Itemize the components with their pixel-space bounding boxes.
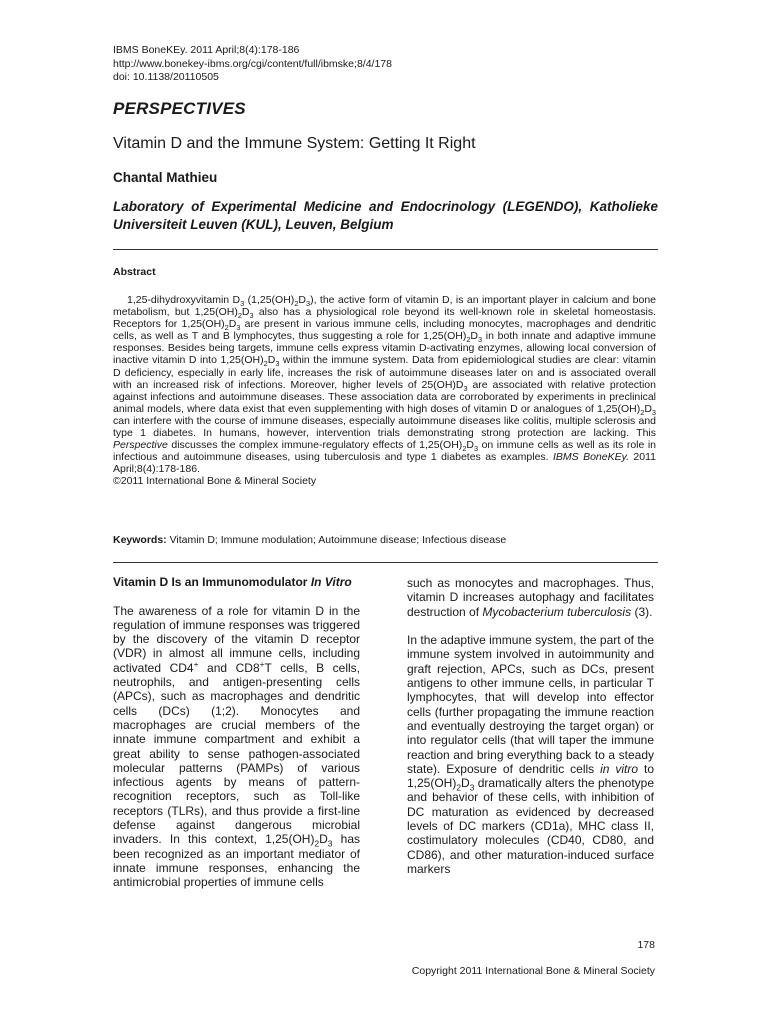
body-paragraph: The awareness of a role for vitamin D in the regulation of immune responses was triggered by the discovery of the vitamin D receptor (VDR) in almost all immune cells, including activated CD4+ and CD8+T cells, B cells, neutrophils, and antigen-presenting cells (APCs), such as macrophages and dendritic cells (DCs) (1;2). Monocytes and macrophages are crucial members of the innate immune compartment and exhibit a great ability to sense pathogen-associated molecular patterns (PAMPs) of various infectious agents by means of pattern-recognition receptors, such as Toll-like receptors (TLRs), and thus provide a first-line defense against dangerous microbial invaders. In this context, $1,25(OH)_2D_3$ has been recognized as an important mediator of innate immune responses, enhancing the antimicrobial properties of immune cells (113, 603, 360, 890)
abstract-copyright: ©2011 International Bone & Mineral Society (113, 475, 317, 488)
article-title: Vitamin D and the Immune System: Getting It Right (113, 135, 476, 152)
keywords-label: Keywords: (113, 534, 167, 546)
page-number: 178 (637, 939, 655, 951)
divider-top (113, 249, 658, 250)
keywords (113, 534, 506, 546)
abstract-paragraph: 1,25-dihydroxyvitamin $D_3$ $(1,25(OH)_2D_3)$, the active form of vitamin D, is an important player in calcium and bone metabolism, but $1,25(OH)_2D_3$ also has a physiological role beyond its well-known role in skeletal homeostasis. Receptors for $1,25(OH)_2D_3$ are present in various immune cells, including monocytes, macrophages and dendritic cells, as well as T and B lymphocytes, thus suggesting a role for $1,25(OH)_2D_3$ in both innate and adaptive immune responses. Besides being targets, immune cells express vitamin D-activating enzymes, allowing local conversion of inactive vitamin D into $1,25(OH)_2D_3$ within the immune system. Data from epidemiological studies are clear: vitamin D deficiency, especially in early life, increases the risk of autoimmune diseases later on and is associated overall with an increased risk of infections. Moreover, higher levels of $25(OH)D_3$ are associated with relative protection against infections and autoimmune diseases. These association data are corroborated by experiments in preclinical animal models, where data exist that even supplementing with high doses of vitamin D or analogues of $1,25(OH)_2D_3$ can interfere with the course of immune diseases, especially autoimmune diseases like colitis, multiple sclerosis and type 1 diabetes. In humans, however, intervention trials demonstrating strong protection are lacking. This Perspective discusses the complex immune-regulatory effects of $1,25(OH)_2D_3$ on immune cells as well as its role in infectious and autoimmune diseases, using tuberculosis and type 1 diabetes as examples. IBMS BoneKEy. 2011 April;8(4):178-186. (113, 294, 657, 476)
abstract-heading: Abstract (113, 266, 156, 278)
citation-header (113, 44, 392, 85)
article-url[interactable]: http://www.bonekey-ibms.org/cgi/content/full/ibmske;8/4/178 (113, 57, 392, 70)
section-label: PERSPECTIVES (113, 99, 246, 118)
body-paragraph: In the adaptive immune system, the part of the immune system involved in autoimmunity and graft rejection, APCs, such as DCs, present antigens to other immune cells, in particular T lymphocytes, that will develop into effector cells (further propagating the immune reaction and eventually destroying the target organ) or into regulator cells (that will taper the immune reaction and bring everything back to a steady state). Exposure of dendritic cells in vitro to $1,25(OH)_2D_3$ dramatically alters the phenotype and behavior of these cells, with inhibition of DC maturation as evidenced by decreased levels of DC markers (CD1a), MHC class II, costimulatory molecules (CD40, CD80, and CD86), and other maturation-induced surface markers (407, 633, 655, 876)
author-name: Chantal Mathieu (113, 170, 218, 185)
footer-copyright: Copyright 2011 International Bone & Mineral Society (411, 965, 655, 977)
body-column-left (113, 575, 360, 904)
body-paragraph: such as monocytes and macrophages. Thus, vitamin D increases autophagy and facilitates destruction of Mycobacterium tuberculosis (3). (407, 576, 654, 619)
keywords-list: Vitamin D; Immune modulation; Autoimmune disease; Infectious disease (166, 534, 507, 546)
doi: doi: 10.1138/20110505 (113, 71, 219, 83)
journal-citation: IBMS BoneKEy. 2011 April;8(4):178-186 (113, 44, 300, 56)
author-affiliation: Laboratory of Experimental Medicine and Endocrinology (LEGENDO), Katholieke Universiteit Leuven (KUL), Leuven, Belgium (113, 199, 658, 232)
abstract-body (113, 294, 656, 488)
section-heading: Vitamin D Is an Immunomodulator In Vitro (113, 575, 352, 589)
divider-bottom (113, 562, 658, 563)
body-column-right (407, 576, 654, 891)
